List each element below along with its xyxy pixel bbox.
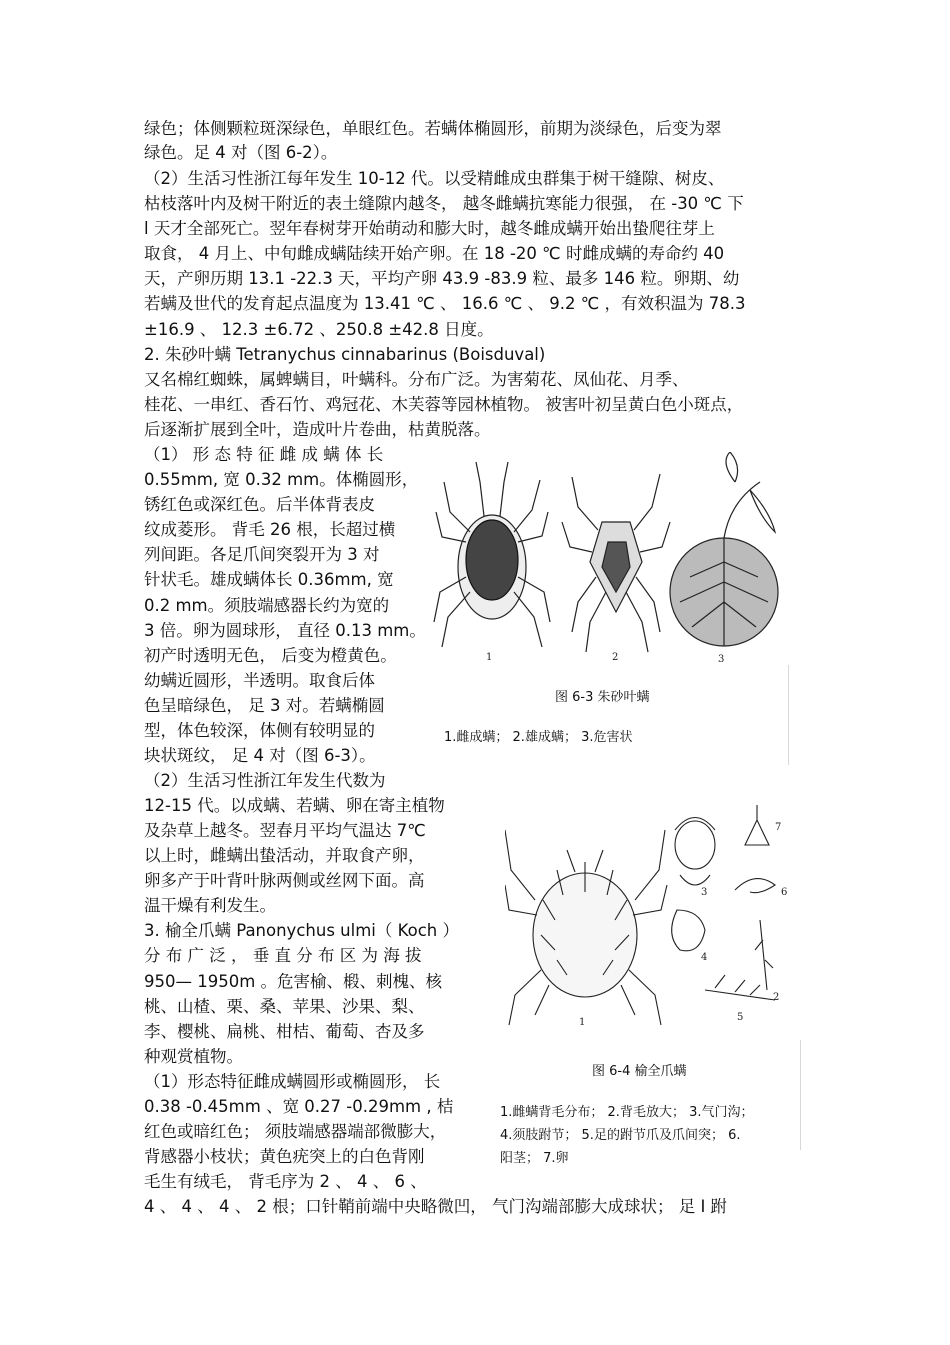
male-mite-drawing	[562, 474, 670, 652]
text-line: 3 倍。卵为圆球形， 直径 0.13 mm。	[144, 621, 426, 640]
text-line: 桂花、一串红、香石竹、鸡冠花、木芙蓉等园林植物。 被害叶初呈黄白色小斑点，	[144, 395, 744, 414]
text-line: 温干燥有利发生。	[144, 896, 276, 915]
text-line: 天，产卵历期 13.1 -22.3 天，平均产卵 43.9 -83.9 粒、最多 146 粒。卵期、幼	[144, 269, 740, 288]
text-line: （1） 形 态 特 征 雌 成 螨 体 长	[144, 445, 384, 464]
text-line: （2）生活习性浙江每年发生 10-12 代。以受精雌成虫群集于树干缝隙、树皮、	[144, 169, 725, 188]
aedeagus-drawing	[735, 879, 775, 893]
text-line: 分 布 广 泛 ， 垂 直 分 布 区 为 海 拔	[144, 946, 422, 965]
text-line: 绿色。足 4 对（图 6-2）。	[144, 143, 338, 162]
stigmal-trench-drawing	[675, 818, 715, 886]
figure-label-3: 3	[718, 654, 725, 665]
setae-enlarged-drawing	[755, 920, 773, 990]
figure-6-4-caption: 图 6-4 榆全爪螨	[592, 1064, 687, 1079]
text-line: 950— 1950m 。危害榆、椴、刺槐、核	[144, 972, 443, 991]
text-line: 型，体色较深，体侧有较明显的	[144, 721, 375, 740]
figure-6-4-legend-line: 阳茎； 7.卵	[500, 1151, 569, 1166]
frame-rule	[788, 665, 789, 765]
text-line: 又名棉红蜘蛛，属蜱螨目，叶螨科。分布广泛。为害菊花、凤仙花、月季、	[144, 370, 689, 389]
text-line: 及杂草上越冬。翌春月平均气温达 7℃	[144, 821, 426, 840]
text-line: 幼螨近圆形，半透明。取食后体	[144, 671, 375, 690]
text-line: 枯枝落叶内及树干附近的表土缝隙内越冬， 越冬雌螨抗寒能力很强， 在 -30 ℃ 下	[144, 194, 744, 213]
figure-label-7: 7	[775, 822, 782, 833]
text-line: 若螨及世代的发育起点温度为 13.41 ℃ 、 16.6 ℃ 、 9.2 ℃ ，有效积温为 78.3	[144, 294, 746, 313]
figure-label-5: 5	[737, 1012, 744, 1023]
text-line: 绿色；体侧颗粒斑深绿色，单眼红色。若螨体椭圆形，前期为淡绿色，后变为翠	[144, 119, 722, 138]
text-line: 色呈暗绿色， 足 3 对。若螨椭圆	[144, 696, 385, 715]
text-line: 纹成菱形。 背毛 26 根，长超过横	[144, 520, 396, 539]
figure-6-3-legend: 1.雌成螨； 2.雄成螨； 3.危害状	[444, 730, 633, 745]
text-line: 4 、 4 、 4 、 2 根；口针鞘前端中央略微凹， 气门沟端部膨大成球状； 足 I 跗	[144, 1197, 728, 1216]
figure-label-1: 1	[579, 1017, 586, 1028]
text-line: 背感器小枝状；黄色疣突上的白色背刚	[144, 1147, 425, 1166]
text-line: l 天才全部死亡。翌年春树芽开始萌动和膨大时，越冬雌成螨开始出蛰爬往芽上	[144, 219, 715, 238]
text-line: 针状毛。雄成螨体长 0.36mm, 宽	[144, 570, 394, 589]
tarsal-claw-drawing	[705, 975, 775, 1000]
damaged-leaf-drawing	[670, 452, 778, 646]
text-line: 以上时，雌螨出蛰活动，并取食产卵，	[144, 846, 425, 865]
figure-6-3-illustration	[430, 452, 790, 667]
female-mite-drawing	[434, 462, 550, 647]
text-line: 取食， 4 月上、中旬雌成螨陆续开始产卵。在 18 -20 ℃ 时雌成螨的寿命约 40	[144, 244, 725, 263]
text-line: 卵多产于叶背叶脉两侧或丝网下面。高	[144, 871, 425, 890]
palp-tarsus-drawing	[672, 910, 705, 951]
text-line: 桃、山楂、栗、桑、苹果、沙果、梨、	[144, 997, 425, 1016]
text-line: 种观赏植物。	[144, 1047, 243, 1066]
frame-rule	[800, 1040, 801, 1150]
figure-label-2: 2	[773, 992, 780, 1003]
figure-6-4-legend-line: 1.雌螨背毛分布； 2.背毛放大； 3.气门沟；	[500, 1105, 754, 1120]
figure-6-4-illustration	[505, 800, 805, 1030]
text-line: 0.38 -0.45mm 、宽 0.27 -0.29mm , 桔	[144, 1097, 454, 1116]
egg-drawing	[745, 805, 769, 845]
text-line: 红色或暗红色； 须肢端感器端部微膨大，	[144, 1122, 447, 1141]
text-line: 李、樱桃、扁桃、柑桔、葡萄、杏及多	[144, 1022, 425, 1041]
text-line: 毛生有绒毛， 背毛序为 2 、 4 、 6 、	[144, 1172, 427, 1191]
text-line: 锈红色或深红色。后半体背表皮	[144, 495, 375, 514]
text-line: （1）形态特征雌成螨圆形或椭圆形， 长	[144, 1072, 441, 1091]
text-line: 0.2 mm。须肢端感器长约为宽的	[144, 596, 390, 615]
figure-label-3: 3	[701, 887, 708, 898]
text-line: 块状斑纹， 足 4 对（图 6-3）。	[144, 746, 376, 765]
figure-label-4: 4	[701, 952, 708, 963]
text-line: 列间距。各足爪间突裂开为 3 对	[144, 545, 380, 564]
text-line: 后逐渐扩展到全叶，造成叶片卷曲，枯黄脱落。	[144, 420, 491, 439]
text-line: ±16.9 、 12.3 ±6.72 、250.8 ±42.8 日度。	[144, 320, 494, 339]
dorsal-setae-mite-drawing	[505, 830, 667, 1025]
text-line: 初产时透明无色， 后变为橙黄色。	[144, 646, 397, 665]
text-line: 12-15 代。以成螨、若螨、卵在寄主植物	[144, 796, 445, 815]
text-line: （2）生活习性浙江年发生代数为	[144, 771, 386, 790]
figure-label-1: 1	[486, 652, 493, 663]
figure-6-4-legend-line: 4.须肢跗节； 5.足的跗节爪及爪间突； 6.	[500, 1128, 741, 1143]
figure-label-6: 6	[781, 887, 788, 898]
section-heading: 2. 朱砂叶螨 Tetranychus cinnabarinus (Boisduval)	[144, 345, 546, 364]
text-line: 0.55mm, 宽 0.32 mm。体椭圆形，	[144, 470, 419, 489]
section-heading: 3. 榆全爪螨 Panonychus ulmi（ Koch ）	[144, 921, 459, 940]
figure-label-2: 2	[612, 652, 619, 663]
figure-6-3-caption: 图 6-3 朱砂叶螨	[555, 690, 650, 705]
